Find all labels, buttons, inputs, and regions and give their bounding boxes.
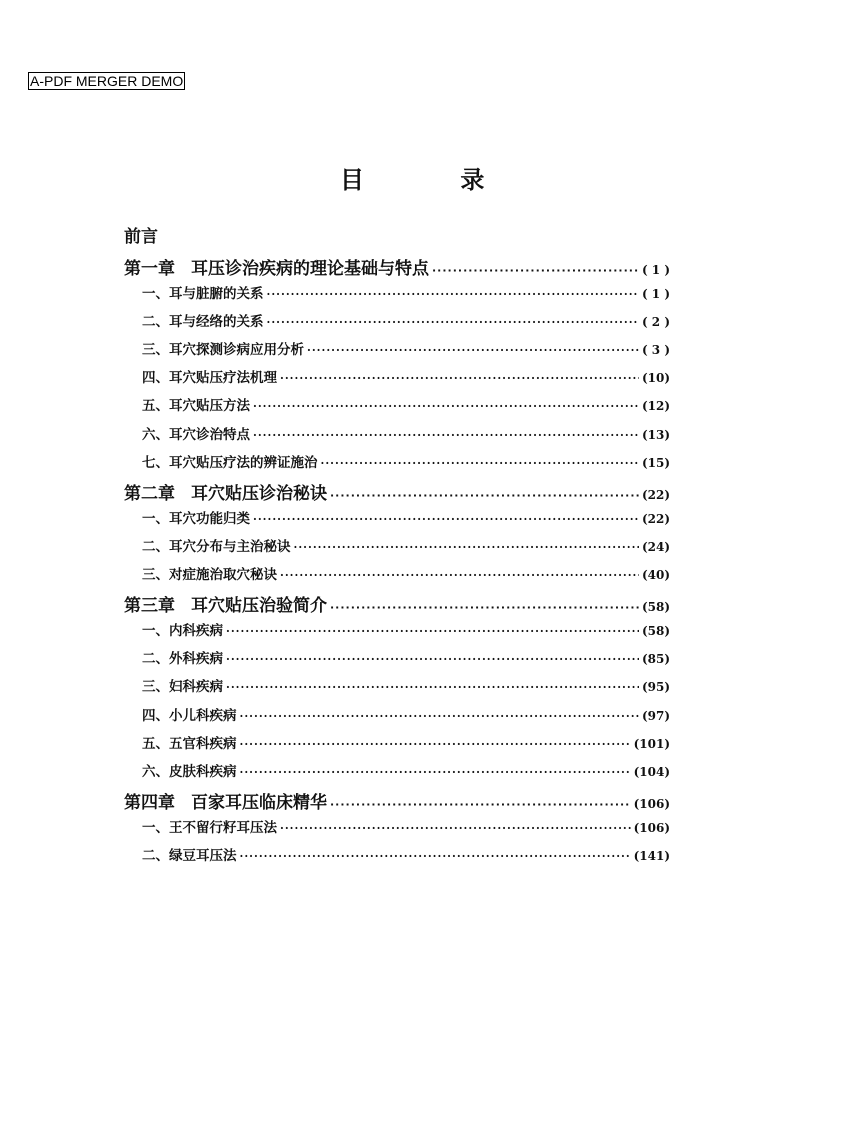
dot-leader <box>240 850 631 863</box>
toc-chapter-3[interactable] <box>124 591 670 619</box>
dot-leader <box>253 513 639 526</box>
section-title: 一、内科疾病 <box>142 623 223 640</box>
section-title: 二、绿豆耳压法 <box>142 847 237 864</box>
chapter-number: 第一章 <box>124 259 175 279</box>
page-number: (85) <box>641 652 670 667</box>
page-number: (106) <box>633 796 670 811</box>
page-title: 目 录 <box>340 166 529 194</box>
toc-section[interactable] <box>124 619 670 647</box>
section-title: 一、耳穴功能归类 <box>142 510 250 527</box>
page-number: ( 1 ) <box>641 287 670 302</box>
toc-chapter-1[interactable] <box>124 254 670 282</box>
dot-leader <box>330 798 631 811</box>
page-number: (58) <box>641 600 670 615</box>
dot-leader <box>280 372 639 385</box>
dot-leader <box>294 541 639 554</box>
page-number: (101) <box>633 736 670 751</box>
toc-section[interactable] <box>124 647 670 675</box>
page-number: (40) <box>641 568 670 583</box>
chapter-number: 第二章 <box>124 483 175 504</box>
toc-section[interactable] <box>124 423 670 451</box>
dot-leader <box>321 457 639 470</box>
page-number: (22) <box>641 511 670 526</box>
page-number: (141) <box>633 848 670 863</box>
section-title: 六、皮肤科疾病 <box>142 763 237 780</box>
section-title: 三、耳穴探测诊病应用分析 <box>142 342 304 359</box>
dot-leader <box>267 288 639 301</box>
dot-leader <box>253 429 639 442</box>
toc-section[interactable] <box>124 394 670 422</box>
section-title: 五、五官科疾病 <box>142 735 237 752</box>
toc-section[interactable] <box>124 675 670 703</box>
section-title: 一、耳与脏腑的关系 <box>142 286 264 303</box>
dot-leader <box>330 601 639 614</box>
dot-leader <box>432 264 639 277</box>
chapter-title: 百家耳压临床精华 <box>191 792 327 813</box>
dot-leader <box>240 766 631 779</box>
toc-chapter-2[interactable] <box>124 479 670 507</box>
dot-leader <box>226 625 639 638</box>
section-title: 四、小儿科疾病 <box>142 707 237 724</box>
toc-section[interactable] <box>124 844 670 872</box>
chapter-number: 第四章 <box>124 792 175 813</box>
page-number: ( 1 ) <box>641 263 670 277</box>
dot-leader <box>226 681 639 694</box>
section-title: 二、耳穴分布与主治秘诀 <box>142 538 291 555</box>
section-title: 四、耳穴贴压疗法机理 <box>142 370 277 387</box>
toc-section[interactable] <box>124 816 670 844</box>
page-number: (97) <box>641 708 670 723</box>
section-title: 二、外科疾病 <box>142 651 223 668</box>
dot-leader <box>307 344 639 357</box>
toc-section[interactable] <box>124 563 670 591</box>
section-title: 五、耳穴贴压方法 <box>142 398 250 415</box>
page-number: (95) <box>641 680 670 695</box>
dot-leader <box>240 738 631 751</box>
section-title: 一、王不留行籽耳压法 <box>142 819 277 836</box>
dot-leader <box>280 822 631 835</box>
dot-leader <box>226 653 639 666</box>
page-number: (22) <box>641 487 670 502</box>
section-title: 三、妇科疾病 <box>142 679 223 696</box>
toc-section[interactable] <box>124 732 670 760</box>
toc-section[interactable] <box>124 507 670 535</box>
toc-section[interactable] <box>124 282 670 310</box>
dot-leader <box>330 489 639 502</box>
toc-section[interactable] <box>124 535 670 563</box>
page-number: (12) <box>641 399 670 414</box>
dot-leader <box>253 400 639 413</box>
dot-leader <box>267 316 639 329</box>
page-number: (24) <box>641 539 670 554</box>
dot-leader <box>240 710 639 723</box>
table-of-contents <box>124 222 670 872</box>
page-number: (106) <box>633 820 670 835</box>
chapter-title: 耳压诊治疾病的理论基础与特点 <box>191 259 429 279</box>
page-number: (58) <box>641 624 670 639</box>
watermark-stamp: A-PDF MERGER DEMO <box>30 73 184 89</box>
page-number: ( 2 ) <box>641 315 670 330</box>
page-number: ( 3 ) <box>641 343 670 358</box>
page-number: (15) <box>641 455 670 470</box>
toc-section[interactable] <box>124 310 670 338</box>
chapter-title: 耳穴贴压诊治秘诀 <box>191 483 327 504</box>
section-title: 二、耳与经络的关系 <box>142 314 264 331</box>
toc-chapter-4[interactable] <box>124 788 670 816</box>
toc-section[interactable] <box>124 704 670 732</box>
toc-section[interactable] <box>124 366 670 394</box>
toc-section[interactable] <box>124 338 670 366</box>
dot-leader <box>280 569 639 582</box>
section-title: 三、对症施治取穴秘诀 <box>142 567 277 584</box>
toc-preface[interactable] <box>124 222 670 254</box>
page-number: (104) <box>633 764 670 779</box>
chapter-title: 耳穴贴压治验简介 <box>191 596 327 617</box>
chapter-number: 第三章 <box>124 596 175 617</box>
page-number: (10) <box>641 371 670 386</box>
section-title: 六、耳穴诊治特点 <box>142 426 250 443</box>
section-title: 七、耳穴贴压疗法的辨证施治 <box>142 454 318 471</box>
toc-section[interactable] <box>124 760 670 788</box>
toc-section[interactable] <box>124 451 670 479</box>
page-number: (13) <box>641 427 670 442</box>
toc-preface-label: 前言 <box>124 227 158 247</box>
